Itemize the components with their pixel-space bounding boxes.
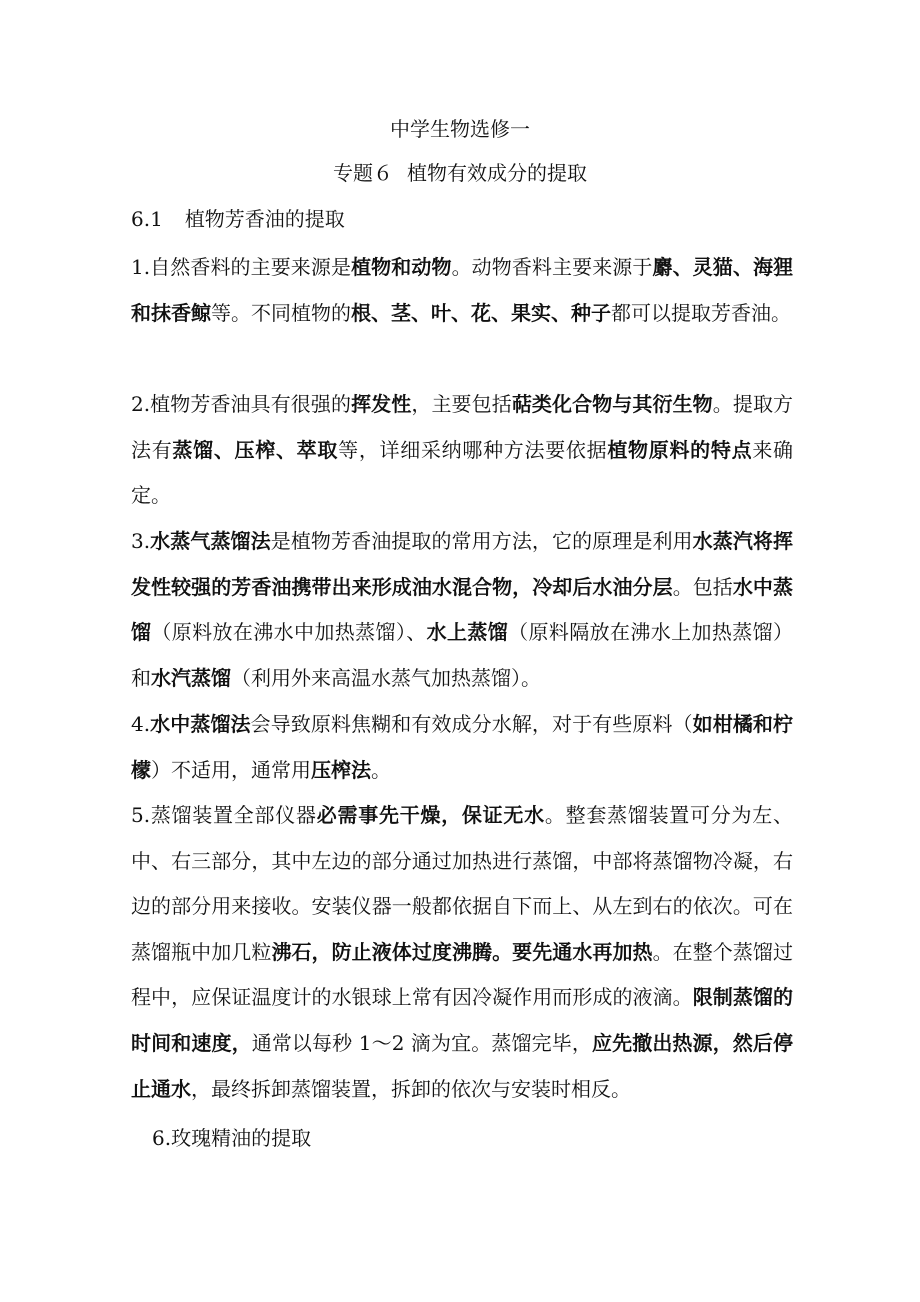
text-run: ，主要包括 [411,392,512,416]
text-run: 。动物香料主要来源于 [451,255,653,279]
paragraph-3 [131,519,793,701]
document-subtitle [0,160,920,186]
text-run: 会导致原料焦糊和有效成分水解，对于有些原料（ [250,712,693,736]
paragraph-5 [131,793,793,1112]
text-run: 。在整个蒸馏过程中，应保证温度计的水银球上常有因冷凝作用而形成的液滴。 [131,939,793,1010]
text-run: 。提取方法有 [131,392,794,462]
text-run: ）不适用，通常用 [151,757,311,782]
bold-text-run: 萜类化合物与其衍生物 [511,392,713,416]
bold-text-run: 应先撤出热源，然后停止通水 [131,1030,794,1101]
text-run: 2.植物芳香油具有很强的 [131,392,352,416]
document-title: 中学生物选修一 [390,117,530,141]
text-run: ，最终拆卸蒸馏装置，拆卸的依次与安装时相反。 [191,1076,631,1101]
text-run: 。包括 [672,574,733,599]
section-title: 植物芳香油的提取 [184,207,345,231]
paragraph-4 [131,702,793,793]
text-run: 来确定。 [131,437,794,508]
text-run: （利用外来高温水蒸气加热蒸馏）。 [231,665,541,690]
text-run: 3. [131,529,151,553]
text-run: 都可以提取芳香油。 [611,300,791,325]
text-run: 1.自然香料的主要来源是 [131,255,352,279]
paragraph-2 [131,382,793,519]
section-number: 6.1 [131,207,163,231]
text-run: 。 [371,757,391,782]
section-heading [131,206,345,232]
bold-text-run: 沸石，防止液体过度沸腾。要先通水再加热 [271,939,653,964]
bold-text-run: 植物原料的特点 [607,437,753,462]
bold-text-run: 水汽蒸馏 [151,665,231,690]
bold-text-run: 麝、灵猫、海狸和抹香鲸 [131,255,794,325]
bold-text-run: 必需事先干燥，保证无水 [316,803,545,827]
text-run: 通常以每秒 1～2 滴为宜。蒸馏完毕， [251,1030,592,1055]
bold-text-run: 根、茎、叶、花、果实、种子 [351,300,611,325]
bold-text-run: 如柑橘和柠檬 [131,712,794,782]
bold-text-run: 水蒸气蒸馏法 [150,529,271,553]
paragraph-1 [131,245,793,336]
text-run: 5.蒸馏装置全部仪器 [131,803,317,827]
text-run: （原料隔放在沸水上加热蒸馏）和 [131,620,793,690]
text-run: 。整套蒸馏装置可分为左、中、右三部分，其中左边的部分通过加热进行蒸馏，中部将蒸馏物冷凝，右边的部分用来接收。安装仪器一般都依据自下而上、从左到右的依次。可在蒸馏瓶中加几粒 [131,803,794,964]
bold-text-run: 水上蒸馏 [426,620,509,645]
bold-text-run: 水中蒸馏法 [150,712,251,736]
text-run: 等。不同植物的 [211,300,351,325]
bold-text-run: 挥发性 [351,392,412,416]
bold-text-run: 蒸馏、压榨、萃取 [172,437,339,462]
bold-text-run: 水中蒸馏 [131,574,793,645]
subtitle-number: 专题６ [333,161,393,185]
subtitle-text: 植物有效成分的提取 [407,161,587,185]
bold-text-run: 植物和动物 [351,255,452,279]
bold-text-run: 水蒸汽将挥发性较强的芳香油携带出来形成油水混合物，冷却后水油分层 [131,529,794,599]
text-run: 等，详细采纳哪种方法要依据 [338,437,608,462]
subsection-heading: 6.玫瑰精油的提取 [152,1126,312,1150]
bold-text-run: 压榨法 [311,757,371,782]
text-run: 4. [131,712,151,736]
text-run: 是植物芳香油提取的常用方法，它的原理是利用 [270,529,693,553]
text-run: （原料放在沸水中加热蒸馏）、 [151,620,427,645]
bold-text-run: 限制蒸馏的时间和速度， [131,985,793,1055]
